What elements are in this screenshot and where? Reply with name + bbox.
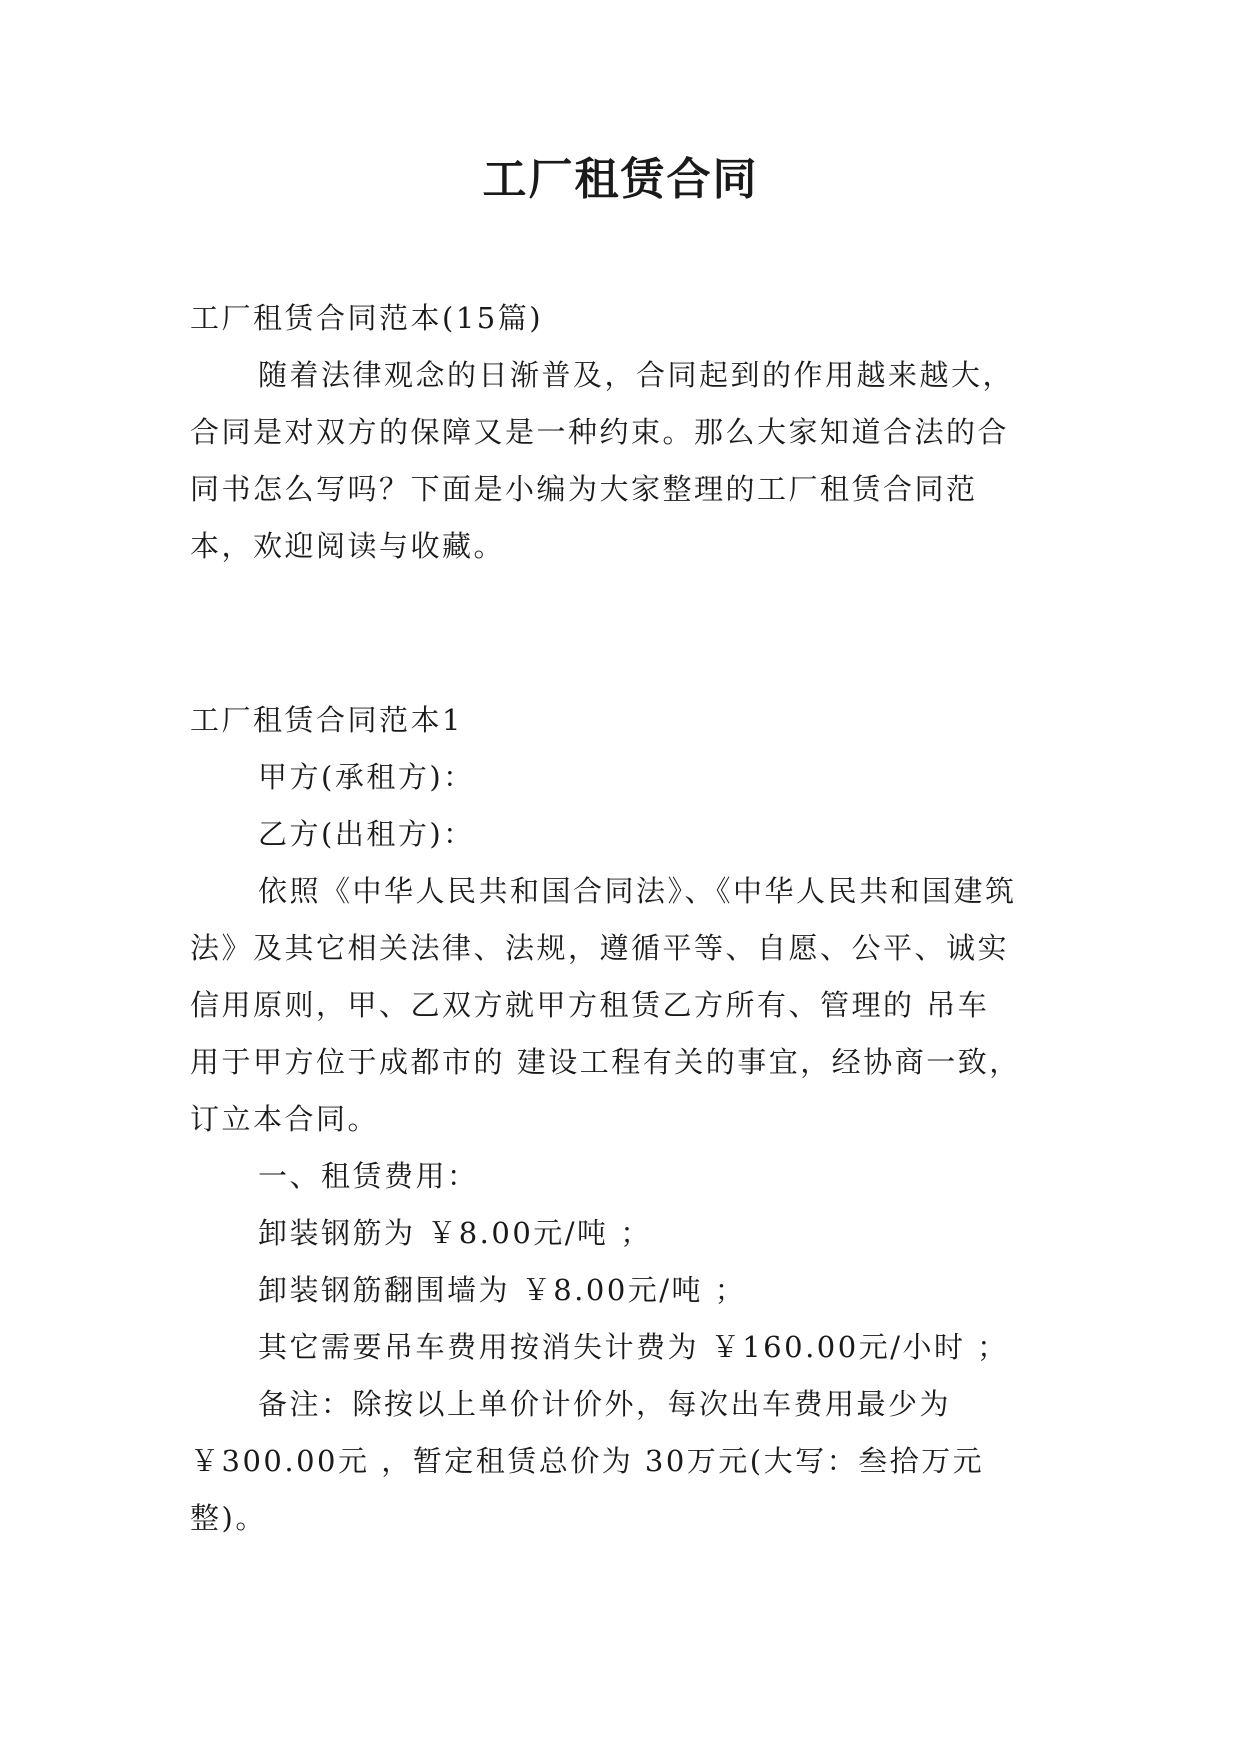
intro-section bbox=[190, 290, 1060, 575]
fee-item: 其它需要吊车费用按消失计费为 ￥160.00元/小时 ； bbox=[258, 1330, 1009, 1364]
intro-heading: 工厂租赁合同范本(15篇) bbox=[190, 301, 544, 335]
intro-paragraph-line: 随着法律观念的日渐普及，合同起到的作用越来越大， bbox=[258, 358, 1015, 392]
intro-paragraph-line: 同书怎么写吗？下面是小编为大家整理的工厂租赁合同范 bbox=[190, 472, 978, 506]
note-paragraph-line: 整)。 bbox=[190, 1501, 267, 1535]
section-one-heading: 一、租赁费用： bbox=[258, 1159, 479, 1193]
fee-item: 卸装钢筋翻围墙为 ￥8.00元/吨 ； bbox=[258, 1273, 747, 1307]
basis-paragraph-line: 信用原则，甲、乙双方就甲方租赁乙方所有、管理的 吊车 bbox=[190, 988, 990, 1022]
document-title: 工厂租赁合同 bbox=[482, 154, 759, 205]
party-a-label: 甲方(承租方)： bbox=[258, 760, 475, 794]
sample-section bbox=[190, 692, 1060, 1547]
party-b-label: 乙方(出租方)： bbox=[258, 817, 475, 851]
basis-paragraph-line: 法》及其它相关法律、法规，遵循平等、自愿、公平、诚实 bbox=[190, 931, 1010, 965]
sample-heading: 工厂租赁合同范本1 bbox=[190, 703, 463, 737]
intro-paragraph-line: 本，欢迎阅读与收藏。 bbox=[190, 529, 506, 563]
basis-paragraph-line: 订立本合同。 bbox=[190, 1102, 380, 1136]
fee-item: 卸装钢筋为 ￥8.00元/吨 ； bbox=[258, 1216, 652, 1250]
basis-paragraph-line: 用于甲方位于成都市的 建设工程有关的事宜，经协商一致， bbox=[190, 1045, 1021, 1079]
intro-paragraph-line: 合同是对双方的保障又是一种约束。那么大家知道合法的合 bbox=[190, 415, 1010, 449]
note-paragraph-line: 备注：除按以上单价计价外，每次出车费用最少为 bbox=[258, 1387, 952, 1421]
basis-paragraph-line: 依照《中华人民共和国合同法》、《中华人民共和国建筑 bbox=[258, 874, 1017, 908]
note-paragraph-line: ￥300.00元 ，暂定租赁总价为 30万元(大写：叁拾万元 bbox=[190, 1444, 985, 1478]
